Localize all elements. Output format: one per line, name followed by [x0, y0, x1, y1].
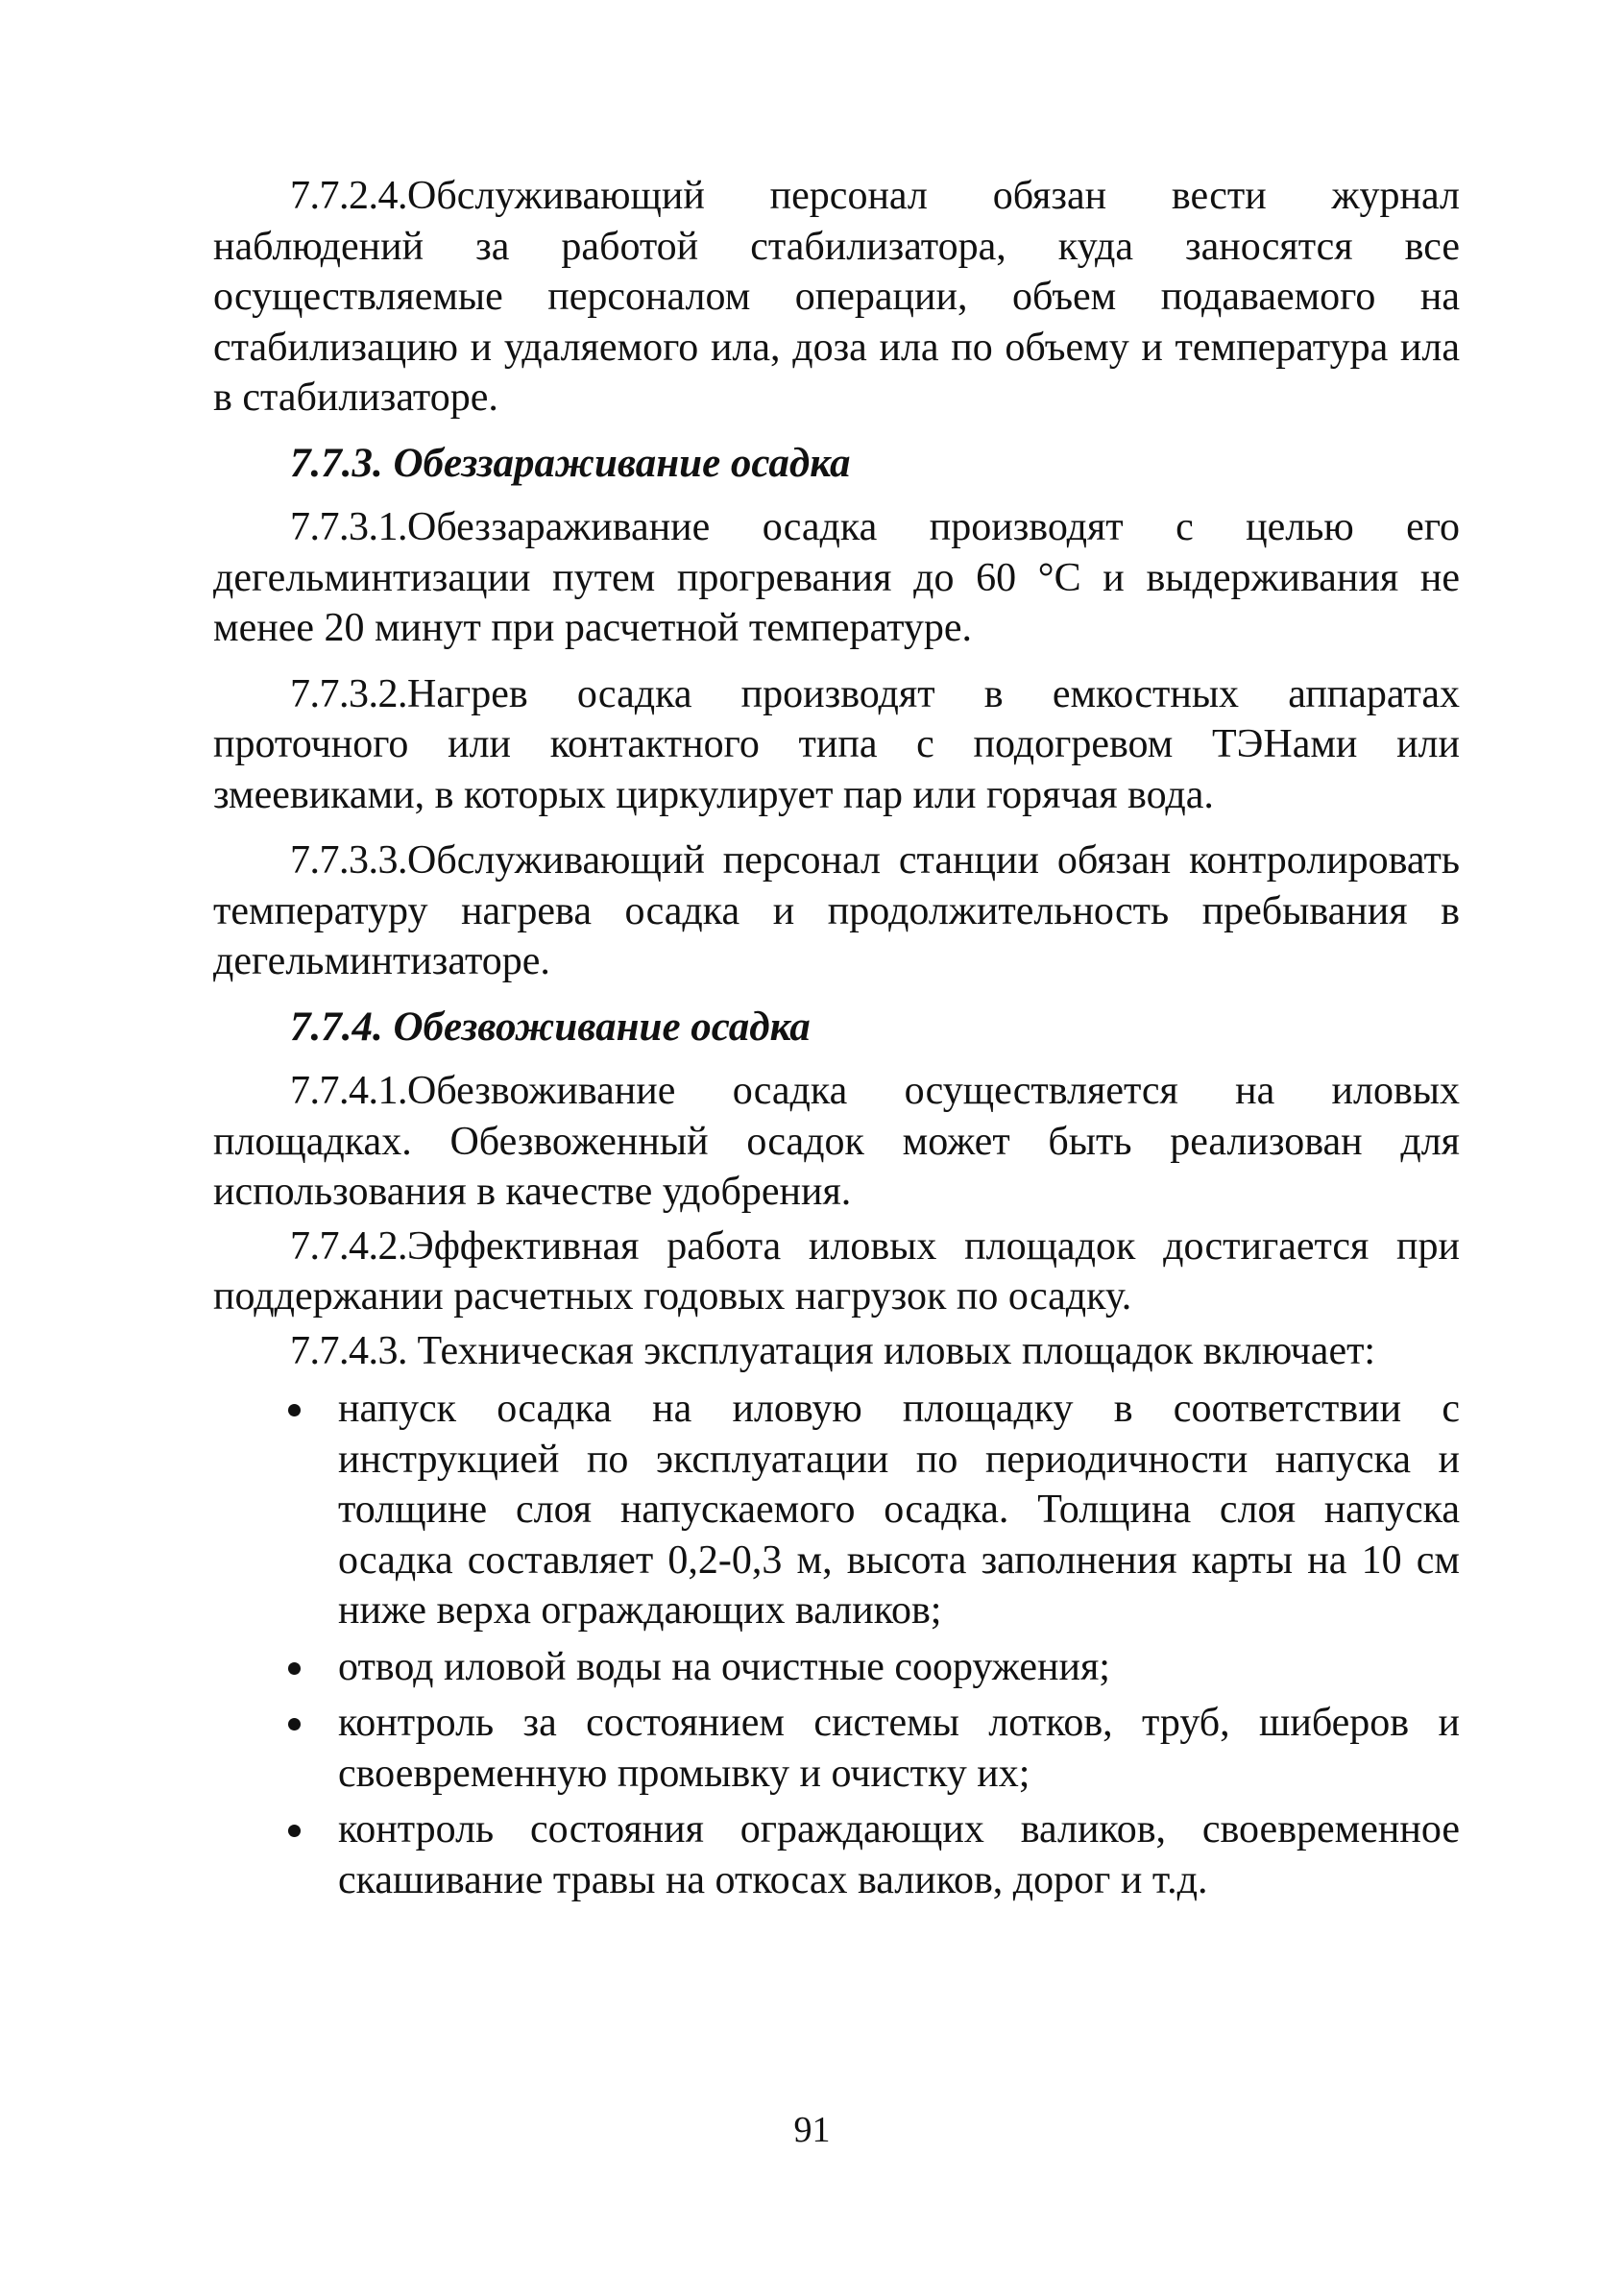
page-number: 91 — [793, 2110, 831, 2150]
clause-text: Нагрев осадка производят в емкостных аппаратах проточного или контактного типа с подогревом ТЭНами или змеевиками, в которых циркулирует пар или горячая вода. — [213, 671, 1460, 817]
bullet-icon — [288, 1404, 301, 1416]
section-heading-7-7-4: 7.7.4. Обезвоживание осадка — [290, 1004, 811, 1050]
list-item — [213, 1642, 1460, 1693]
list-item-text: контроль состояния ограждающих валиков, своевременное скашивание травы на откосах валиков, дорог и т.д. — [338, 1807, 1460, 1902]
clause-text: Эффективная работа иловых площадок достигается при поддержании расчетных годовых нагрузок по осадку. — [213, 1223, 1460, 1319]
list-item — [213, 1384, 1460, 1636]
clause-number: 7.7.4.1. — [290, 1069, 407, 1113]
clause-number: 7.7.3.2. — [290, 671, 407, 716]
list-item-text: контроль за состоянием системы лотков, труб, шиберов и своевременную промывку и очистку их; — [338, 1701, 1460, 1796]
clause-number: 7.7.3.1. — [290, 505, 407, 549]
clause-number: 7.7.3.3. — [290, 838, 407, 883]
clause-text: Обезвоживание осадка осуществляется на иловых площадках. Обезвоженный осадок может быть реализован для использования в качестве удобрения. — [213, 1069, 1460, 1214]
bullet-icon — [288, 1825, 301, 1837]
paragraph-7-7-4-1 — [213, 1066, 1460, 1218]
bullet-icon — [288, 1662, 301, 1675]
list-item-text: напуск осадка на иловую площадку в соответствии с инструкцией по эксплуатации по периодичности напуска и толщине слоя напускаемого осадка. Толщина слоя напуска осадка составляет 0,2-0,3 м, высота заполнения карты на 10 см ниже верха ограждающих валиков; — [338, 1387, 1460, 1633]
clause-number: 7.7.2.4. — [290, 174, 407, 218]
clause-number: 7.7.4.3. — [290, 1328, 407, 1373]
page-body — [213, 171, 1460, 1911]
bullet-list — [213, 1384, 1460, 1905]
list-item — [213, 1804, 1460, 1905]
clause-text: Обеззараживание осадка производят с целью его дегельминтизации путем прогревания до 60 °С и выдерживания не менее 20 минут при расчетной температуре. — [213, 505, 1460, 650]
clause-text: Обслуживающий персонал станции обязан контролировать температуру нагрева осадка и продолжительность пребывания в дегельминтизаторе. — [213, 838, 1460, 983]
paragraph-7-7-4-2 — [213, 1222, 1460, 1322]
clause-text: Техническая эксплуатация иловых площадок включает: — [407, 1328, 1376, 1373]
list-item — [213, 1698, 1460, 1799]
clause-text: Обслуживающий персонал обязан вести журнал наблюдений за работой стабилизатора, куда заносятся все осуществляемые персоналом операции, объем подаваемого на стабилизацию и удаляемого ила, доза ила по объему и температура ила в стабилизаторе. — [213, 174, 1460, 420]
paragraph-7-7-4-3 — [213, 1326, 1460, 1377]
paragraph-7-7-3-1 — [213, 502, 1460, 654]
bullet-icon — [288, 1718, 301, 1730]
section-heading-7-7-3: 7.7.3. Обеззараживание осадка — [290, 440, 851, 486]
clause-number: 7.7.4.2. — [290, 1223, 407, 1269]
paragraph-7-7-3-2 — [213, 669, 1460, 821]
paragraph-7-7-2-4 — [213, 171, 1460, 424]
list-item-text: отвод иловой воды на очистные сооружения; — [338, 1644, 1110, 1689]
paragraph-7-7-3-3 — [213, 835, 1460, 987]
